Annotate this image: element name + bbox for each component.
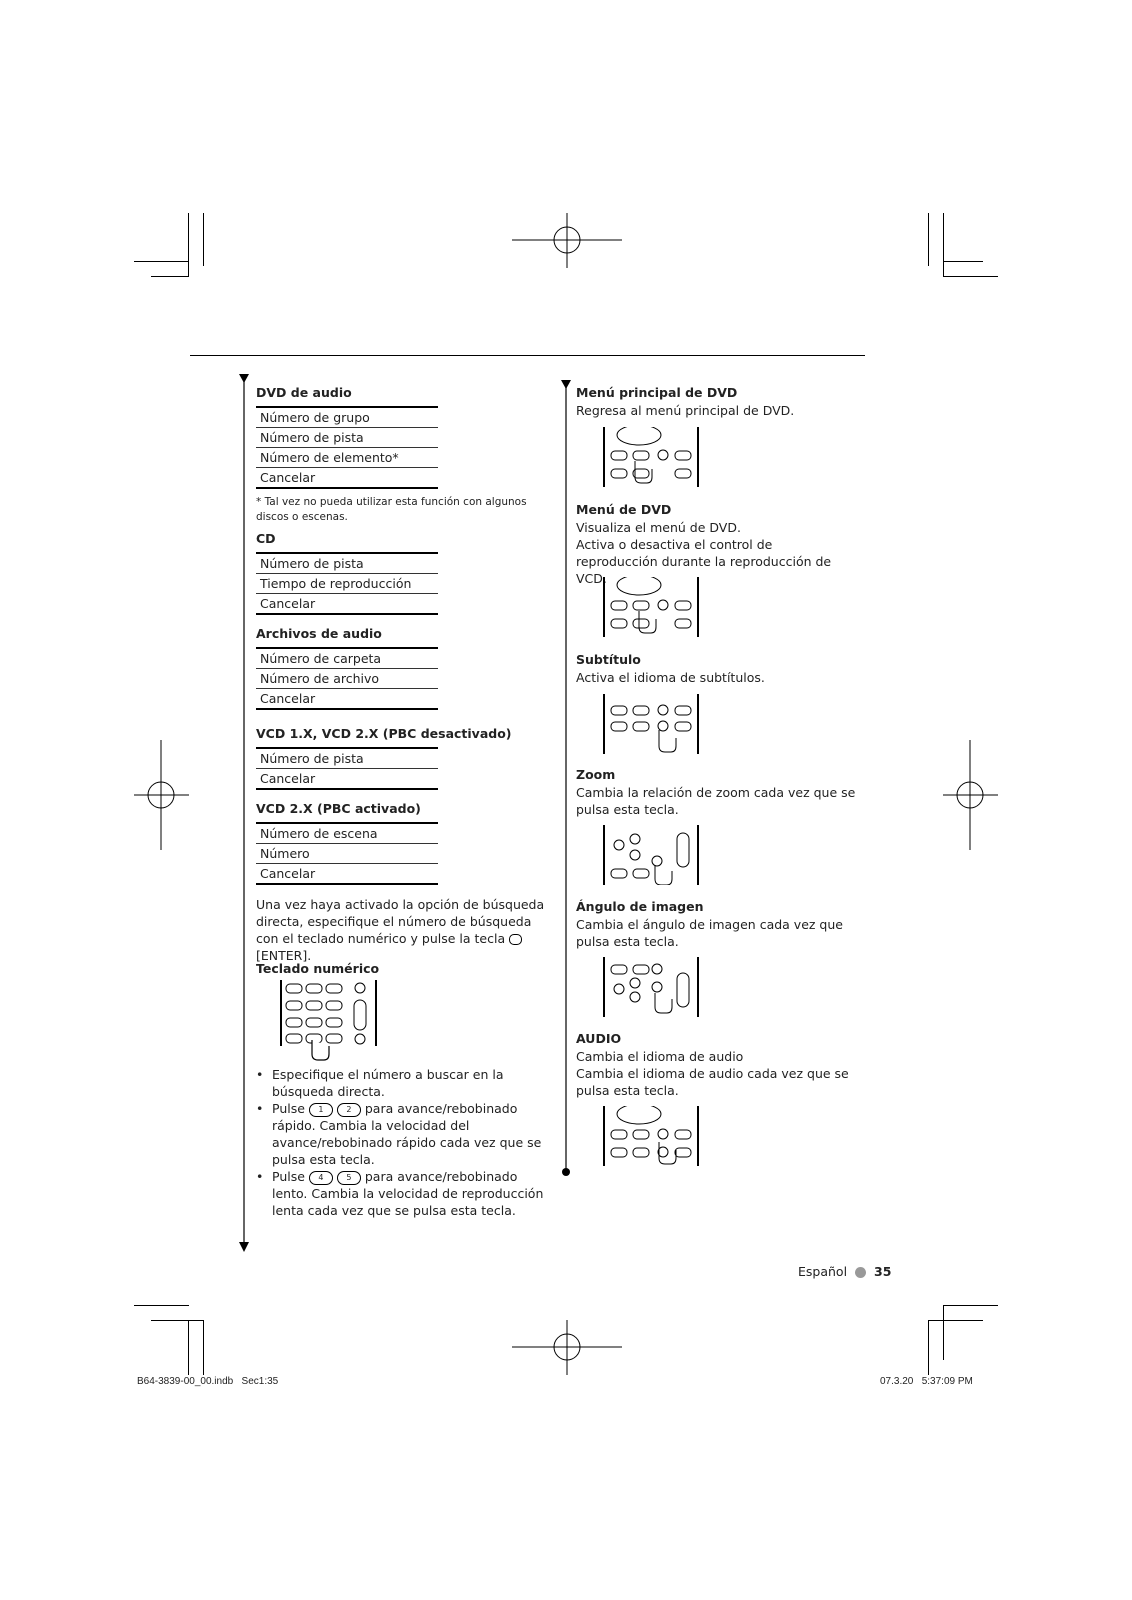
list-item: • Pulse 4 5 para avance/rebobinado lento. Cambia la velocidad de reproducción lenta cada vez que se pulsa esta tecla. xyxy=(256,1168,546,1219)
list-item: • Pulse 1 2 para avance/rebobinado rápido. Cambia la velocidad del avance/rebobinado rápido cada vez que se pulsa esta tecla. xyxy=(256,1100,546,1168)
table-row: Número xyxy=(256,844,438,864)
table-row: Número de pista xyxy=(256,748,438,769)
file-info: B64-3839-00_00.indb Sec1:35 xyxy=(137,1376,279,1387)
table-row: Tiempo de reproducción xyxy=(256,574,438,594)
keypad-title: Teclado numérico xyxy=(256,961,380,976)
vcd2-title: VCD 2.X (PBC activado) xyxy=(256,801,421,816)
section-text-subtitle: Activa el idioma de subtítulos. xyxy=(576,670,765,685)
audio-files-title: Archivos de audio xyxy=(256,626,382,641)
table-row: Número de pista xyxy=(256,553,438,574)
remote-illustration-dvd-menu xyxy=(603,577,699,637)
remote-illustration-angle xyxy=(603,957,699,1017)
direct-search-paragraph xyxy=(256,896,546,964)
vcd2-table xyxy=(256,822,438,885)
cd-table xyxy=(256,552,438,615)
language-label: Español xyxy=(798,1264,848,1279)
cd-title: CD xyxy=(256,531,276,546)
table-row: Cancelar xyxy=(260,771,316,786)
section-text-main-menu: Regresa al menú principal de DVD. xyxy=(576,403,795,418)
section-title-zoom: Zoom xyxy=(576,767,616,782)
table-row: Número de grupo xyxy=(256,407,438,428)
registration-mark-bottom xyxy=(512,1320,622,1375)
top-rule xyxy=(190,355,865,356)
remote-illustration-subtitle xyxy=(603,694,699,754)
list-item: • Especifique el número a buscar en la búsqueda directa. xyxy=(256,1066,546,1100)
key-2-icon: 2 xyxy=(337,1103,361,1117)
section-title-angle: Ángulo de imagen xyxy=(576,899,704,914)
table-row: Cancelar xyxy=(260,866,316,881)
key-4-icon: 4 xyxy=(309,1171,333,1185)
dvd-audio-title: DVD de audio xyxy=(256,385,352,400)
audio-files-table xyxy=(256,647,438,710)
vcd1-title: VCD 1.X, VCD 2.X (PBC desactivado) xyxy=(256,726,512,741)
left-column-marker xyxy=(238,374,250,1254)
section-title-dvd-menu: Menú de DVD xyxy=(576,502,672,517)
enter-label: [ENTER]. xyxy=(256,948,312,963)
enter-key-icon xyxy=(509,934,522,945)
page-dot-icon xyxy=(855,1267,866,1278)
numeric-keypad-illustration xyxy=(280,980,378,1064)
page-footer xyxy=(798,1264,891,1279)
section-text-dvd-menu: Visualiza el menú de DVD. Activa o desactiva el control de reproducción durante la reproducción de VCD. xyxy=(576,520,832,586)
section-text-angle: Cambia el ángulo de imagen cada vez que pulsa esta tecla. xyxy=(576,917,843,949)
section-title-main-menu: Menú principal de DVD xyxy=(576,385,738,400)
table-row: Cancelar xyxy=(260,691,316,706)
section-text-zoom: Cambia la relación de zoom cada vez que se pulsa esta tecla. xyxy=(576,785,856,817)
key-1-icon: 1 xyxy=(309,1103,333,1117)
registration-mark-right xyxy=(943,740,998,850)
footnote: * Tal vez no pueda utilizar esta función con algunos discos o escenas. xyxy=(256,496,527,523)
key-5-icon: 5 xyxy=(337,1171,361,1185)
remote-illustration-main-menu xyxy=(603,427,699,487)
keypad-bullets xyxy=(256,1066,546,1219)
registration-mark-left xyxy=(134,740,189,850)
table-row: Número de elemento* xyxy=(256,448,438,468)
direct-search-text: Una vez haya activado la opción de búsqueda directa, especifique el número de búsqueda con el teclado numérico y pulse la tecla xyxy=(256,897,545,946)
table-row: Cancelar xyxy=(260,596,316,611)
section-title-subtitle: Subtítulo xyxy=(576,652,641,667)
page-number: 35 xyxy=(874,1264,892,1279)
table-row: Número de carpeta xyxy=(256,648,438,669)
vcd1-table xyxy=(256,747,438,790)
remote-illustration-audio xyxy=(603,1106,699,1166)
registration-mark-top xyxy=(512,213,622,268)
table-row: Número de archivo xyxy=(256,669,438,689)
table-row: Número de escena xyxy=(256,823,438,844)
section-title-audio: AUDIO xyxy=(576,1031,622,1046)
table-row: Número de pista xyxy=(256,428,438,448)
timestamp: 07.3.20 5:37:09 PM xyxy=(880,1376,973,1387)
remote-illustration-zoom xyxy=(603,825,699,885)
section-text-audio: Cambia el idioma de audio Cambia el idioma de audio cada vez que se pulsa esta tecla. xyxy=(576,1049,849,1098)
table-row: Cancelar xyxy=(260,470,316,485)
right-column-marker xyxy=(560,380,572,1180)
dvd-audio-table xyxy=(256,406,438,489)
